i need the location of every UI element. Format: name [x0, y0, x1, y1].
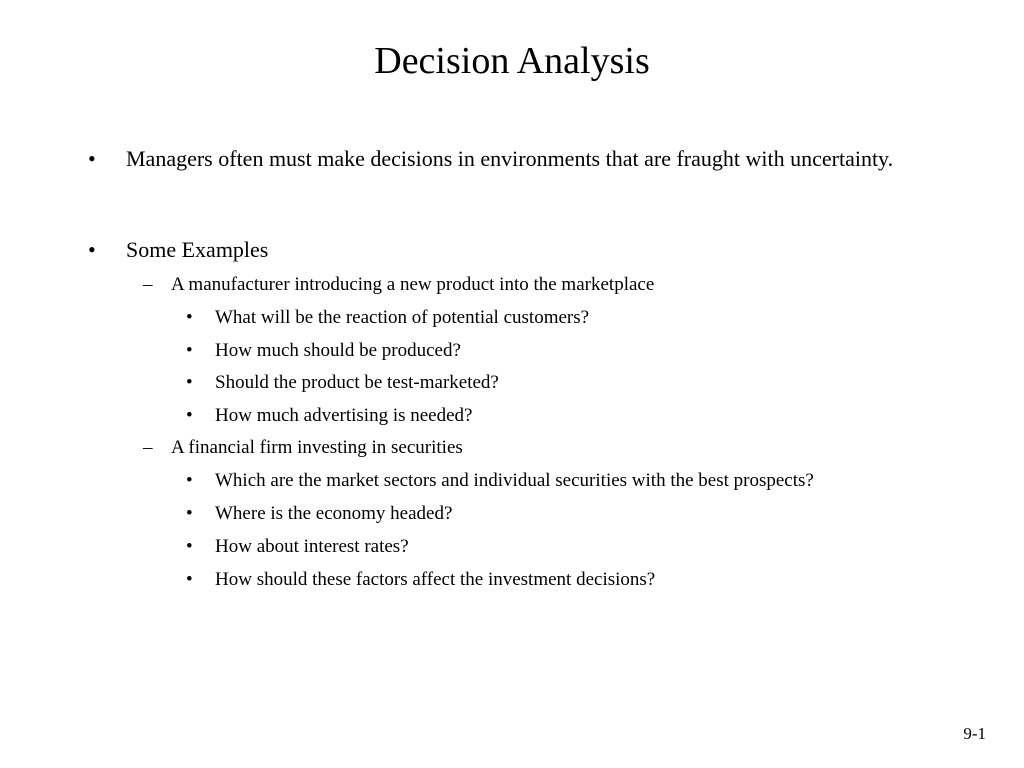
sub-bullet-text: A financial firm investing in securities [171, 437, 463, 458]
bullet-marker: • [88, 146, 96, 171]
sub-sub-bullet [186, 534, 995, 560]
sub-sub-bullet-text: How should these factors affect the investment decisions? [215, 569, 656, 590]
bullet-some-examples [88, 235, 926, 265]
sub-sub-bullet-text: Where is the economy headed? [215, 503, 453, 524]
bullet-marker: • [186, 569, 193, 590]
dash-marker: – [143, 274, 153, 295]
bullet-text: Some Examples [126, 237, 269, 262]
sub-sub-bullet-text: How much advertising is needed? [215, 405, 473, 426]
dash-marker: – [143, 437, 153, 458]
sub-sub-bullet [186, 370, 995, 396]
page-number: 9-1 [963, 724, 986, 743]
bullet-marker: • [186, 503, 193, 524]
bullet-marker: • [88, 237, 96, 262]
bullet-marker: • [186, 372, 193, 393]
slide-title: Decision Analysis [374, 40, 650, 82]
sub-sub-bullet-text: Which are the market sectors and individual securities with the best prospects? [215, 470, 814, 491]
sub-sub-bullet-text: How about interest rates? [215, 536, 409, 557]
bullet-text: Managers often must make decisions in environments that are fraught with uncertainty. [126, 146, 894, 171]
sub-bullet-manufacturer [143, 272, 971, 298]
bullet-managers [88, 144, 926, 174]
sub-bullet-financial-firm [143, 435, 971, 461]
sub-sub-bullet-text: Should the product be test-marketed? [215, 372, 499, 393]
sub-sub-bullet [186, 305, 995, 331]
sub-sub-bullet [186, 501, 995, 527]
bullet-marker: • [186, 470, 193, 491]
sub-sub-bullet-text: What will be the reaction of potential customers? [215, 307, 590, 328]
bullet-marker: • [186, 340, 193, 361]
bullet-marker: • [186, 405, 193, 426]
bullet-marker: • [186, 536, 193, 557]
sub-sub-bullet [186, 468, 995, 494]
sub-sub-bullet [186, 338, 995, 364]
bullet-marker: • [186, 307, 193, 328]
sub-sub-bullet-text: How much should be produced? [215, 340, 461, 361]
sub-sub-bullet [186, 403, 995, 429]
sub-sub-bullet [186, 567, 995, 593]
sub-bullet-text: A manufacturer introducing a new product into the marketplace [171, 274, 655, 295]
